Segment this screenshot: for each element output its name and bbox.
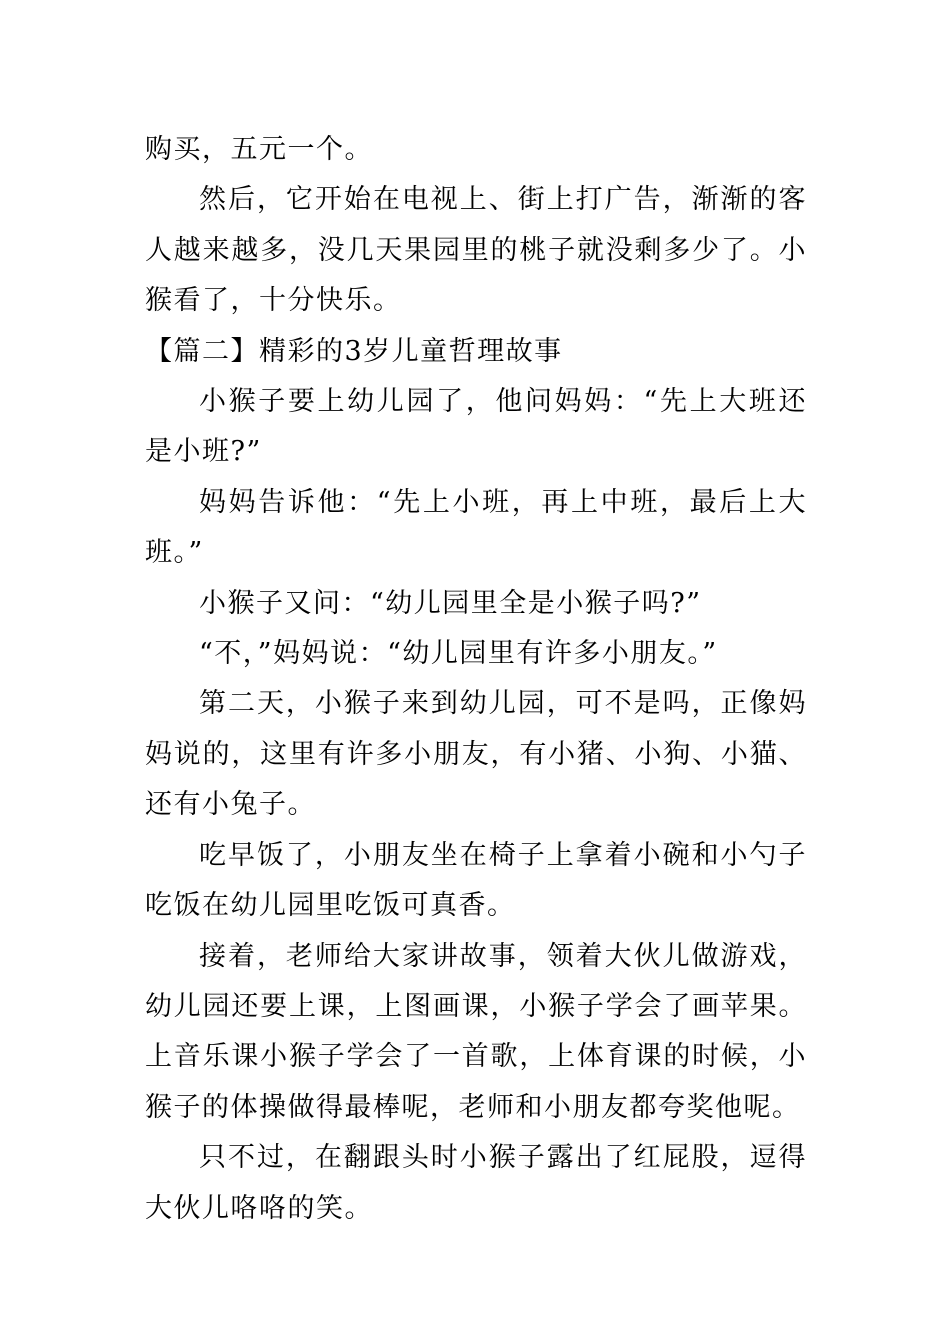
paragraph-question-monkeys: 小猴子又问：“幼儿园里全是小猴子吗?” [199, 587, 702, 619]
paragraph-somersault: 只不过，在翻跟头时小猴子露出了红屁股，逗得大伙儿咯咯的笑。 [145, 1142, 807, 1224]
paragraph-continuation: 购买，五元一个。 [145, 134, 373, 165]
paragraph-breakfast: 吃早饭了，小朋友坐在椅子上拿着小碗和小勺子吃饭在幼儿园里吃饭可真香。 [145, 839, 807, 922]
section-heading: 【篇二】精彩的3岁儿童哲理故事 [145, 335, 563, 367]
document-body [145, 125, 807, 1234]
paragraph-classes: 接着，老师给大家讲故事，领着大伙儿做游戏，幼儿园还要上课，上图画课，小猴子学会了画苹果。上音乐课小猴子学会了一首歌，上体育课的时候，小猴子的体操做得最棒呢，老师和小朋友都夸奖他呢。 [145, 940, 807, 1123]
paragraph-next-day: 第二天，小猴子来到幼儿园，可不是吗，正像妈妈说的，这里有许多小朋友，有小猪、小狗、小猫、还有小兔子。 [145, 688, 807, 821]
paragraph-advertising: 然后，它开始在电视上、街上打广告，渐渐的客人越来越多，没几天果园里的桃子就没剩多少了。小猴看了，十分快乐。 [145, 184, 807, 317]
paragraph-mother-answer: 妈妈告诉他：“先上小班，再上中班，最后上大班。” [145, 486, 807, 569]
paragraph-question-class: 小猴子要上幼儿园了，他问妈妈：“先上大班还是小班?” [145, 386, 807, 468]
paragraph-mother-reply: “不，”妈妈说：“幼儿园里有许多小朋友。” [199, 638, 718, 670]
